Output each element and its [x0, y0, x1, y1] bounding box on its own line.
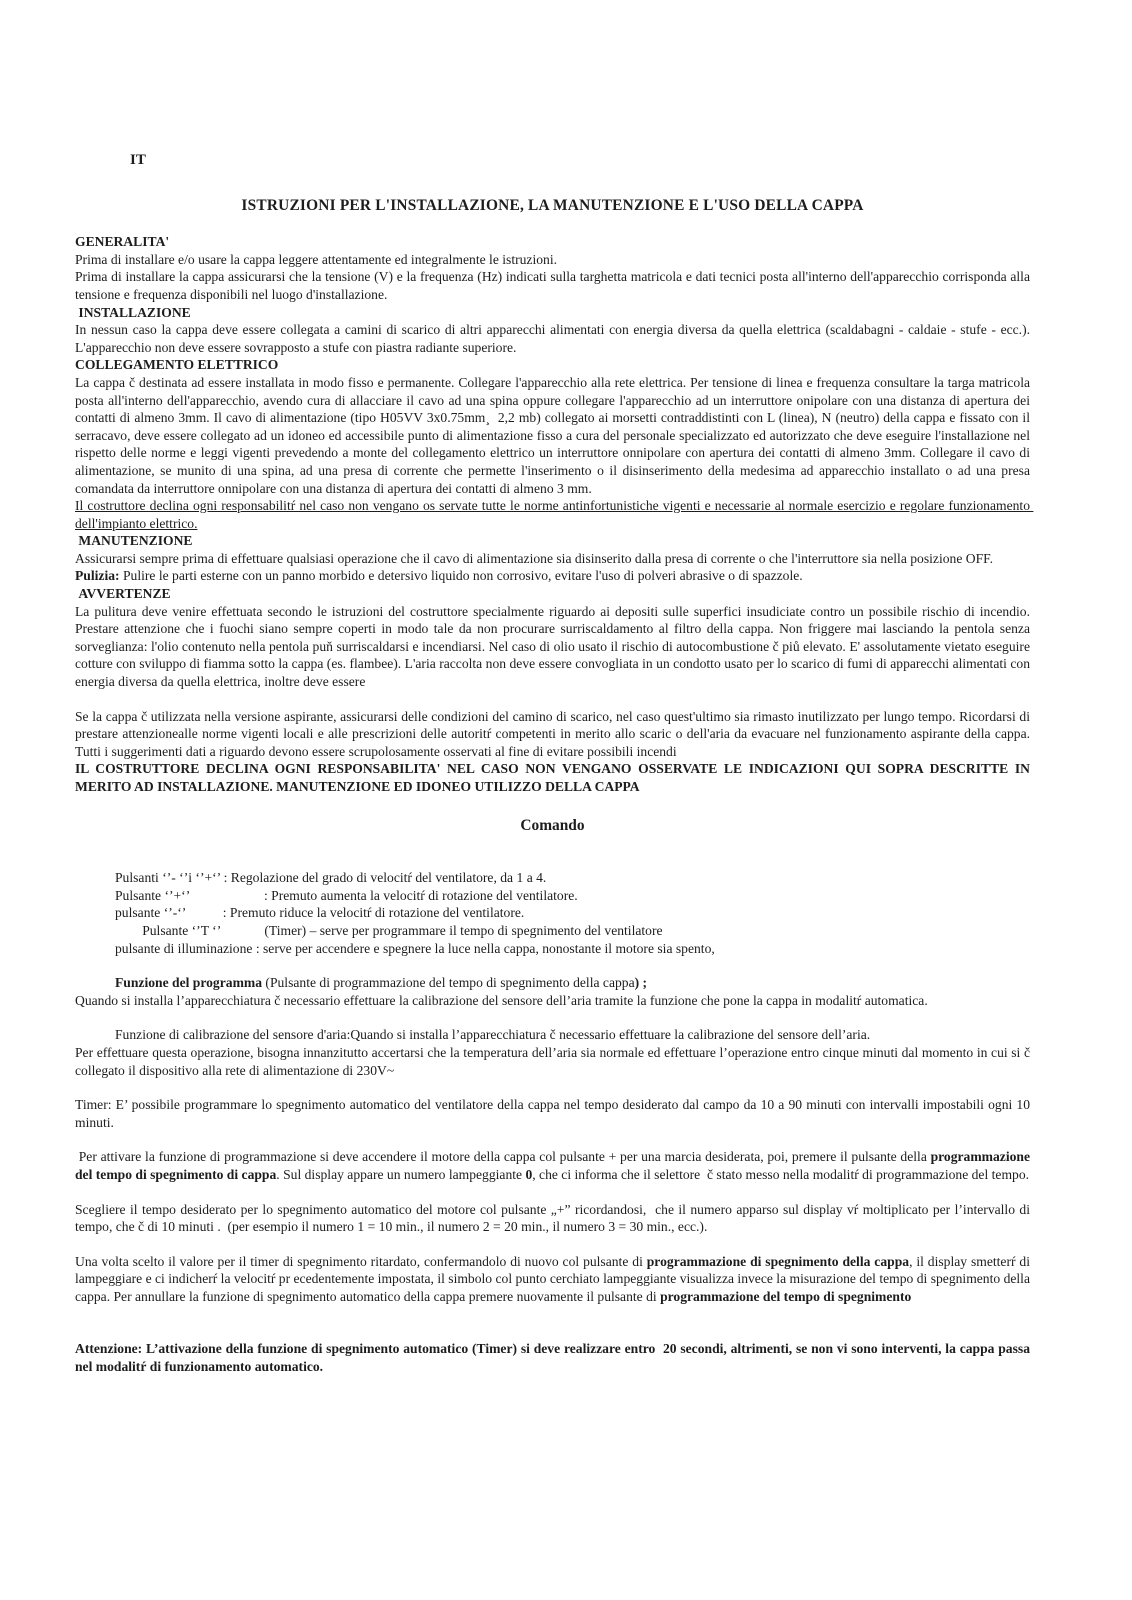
pulsanti-line-velocita: Pulsanti ‘’- ‘’i ‘’+‘’ : Regolazione del grado di velocitŕ del ventilatore, da 1 a 4. [115, 870, 547, 886]
pulizia-text: Pulire le parti esterne con un panno morbido e detersivo liquido non corrosivo, evitare l'uso di polveri abrasive o di spazzole. [119, 568, 803, 584]
paragraph-funzione-programma [75, 974, 1030, 992]
paragraph-avvertenze-1: La pulitura deve venire effettuata secondo le istruzioni del costruttore specialmente riguardo ai depositi sulle superfici insudiciate contro un possibile rischio di incendio. Prestare attenzione che i fuochi siano sempre coperti in modo tale da non procurare surriscaldamento al filtro della cappa. Non friggere mai lasciando la pentola senza sorveglianza: l'olio contenuto nella pentola puň surriscaldarsi e incendiarsi. Nel caso di olio usato il rischio di autocombustione č piů elevato. E' assolutamente vietato eseguire cotture con sviluppo di fiamma sotto la cappa (es. flambee). L'aria raccolta non deve essere convogliata in un condotto usato per lo scarico di fumi di apparecchi alimentati con energia diversa da quella elettrica, inoltre deve essere [75, 603, 1034, 690]
section-heading-generalita: GENERALITA' [75, 234, 170, 250]
pulizia-label: Pulizia: [75, 568, 120, 584]
attivare-text-2: . Sul display appare un numero lampeggiante [276, 1166, 526, 1182]
paragraph-pulizia [75, 567, 1030, 585]
section-heading-manutenzione: MANUTENZIONE [75, 533, 193, 549]
paragraph-timer: Timer: E’ possibile programmare lo spegnimento automatico del ventilatore della cappa nel tempo desiderato dal campo da 10 a 90 minuti con intervalli impostabili ogni 10 minuti. [75, 1097, 1034, 1130]
attivare-bold-zero: 0 [525, 1166, 533, 1182]
section-heading-collegamento-elettrico: COLLEGAMENTO ELETTRICO [75, 357, 279, 373]
paragraph-avvertenze-2: Se la cappa č utilizzata nella versione aspirante, assicurarsi delle condizioni del camino di scarico, nel caso quest'ultimo sia rimasto inutilizzato per lungo tempo. Ricordarsi di prestare attenzionealle norme vigenti locali e alle prescrizioni delle autoritŕ competenti in merito allo scaric o dell'aria da evacuare nel funzionamento aspirante della cappa. Tutti i suggerimenti dati a riguardo devono essere scrupolosamente osservati al fine di evitare possibili incendi [75, 708, 1034, 759]
paragraph-costruttore-declina: IL COSTRUTTORE DECLINA OGNI RESPONSABILITA' NEL CASO NON VENGANO OSSERVATE LE INDICAZIONI QUI SOPRA DESCRITTE IN MERITO AD INSTALLAZIONE. MANUTENZIONE ED IDONEO UTILIZZO DELLA CAPPA [75, 761, 1034, 794]
funzione-programma-end: ) ; [634, 975, 648, 991]
paragraph-collegamento-1: La cappa č destinata ad essere installata in modo fisso e permanente. Collegare l'apparecchio alla rete elettrica. Per tensione di linea e frequenza consultare la targa matricola posta all'interno dell'apparecchio, avendo cura di allacciare il cavo ad una spina oppure collegare l'apparecchio ad un interruttore onipolare con una distanza di apertura dei contatti di almeno 3mm. Il cavo di alimentazione (tipo H05VV 3x0.75mm¸ 2,2 mb) collegato ai morsetti contraddistinti con L (linea), N (neutro) della cappa e fissato con il serracavo, deve essere collegato ad un idoneo ed accessibile punto di alimentazione fisso a cura del personale specializzato ed autorizzato che deve eseguire l'installazione nel rispetto delle norme e leggi vigenti prevedendo a monte del collegamento elettrico un interruttore onnipolare con apertura dei contatti di almeno 3mm. Collegare il cavo di alimentazione, se munito di una spina, ad una presa di corrente che permette l'inserimento o il disinserimento della medesima ad apparecchio installato o ad una presa comandata da interruttore onnipolare con una distanza di apertura dei contatti di almeno 3 mm. [75, 374, 1034, 496]
section-heading-avvertenze: AVVERTENZE [75, 586, 171, 602]
attivare-bold-1: programmazione del tempo di spegnimento di cappa [75, 1149, 1034, 1182]
una-volta-text-2: , il display smetterŕ di lampeggiare e ci indicherŕ la velocitŕ pr ecedentemente impostata, il simbolo col punto cerchiato lampeggiante visualizza invece la misurazione del tempo di spegnimento della cappa. Per annullare la funzione di spegnimento automatico della cappa premere nuovamente il pulsante di [75, 1253, 1034, 1304]
pulsanti-line-illuminazione: pulsante di illuminazione : serve per accendere e spegnere la luce nella cappa, nonostante il motore sia spento, [115, 940, 715, 956]
una-volta-bold-2: programmazione del tempo di spegnimento [660, 1288, 912, 1304]
attivare-text-3: , che ci informa che il selettore č stato messo nella modalitŕ di programmazione del tempo. [532, 1166, 1030, 1182]
language-code: IT [130, 152, 146, 168]
funzione-programma-label: Funzione del programma [115, 975, 266, 991]
funzione-programma-desc: (Pulsante di programmazione del tempo di spegnimento della cappa [265, 975, 635, 991]
una-volta-bold-1: programmazione di spegnimento della cappa [646, 1253, 910, 1269]
paragraph-una-volta [75, 1253, 1034, 1306]
paragraph-calibrazione-2: Per effettuare questa operazione, bisogna innanzitutto accertarsi che la temperatura dell’aria sia normale ed effettuare l’operazione entro cinque minuti dal momento in cui si č collegato il dispositivo alla rete di alimentazione di 230V~ [75, 1044, 1034, 1078]
una-volta-text-1: Una volta scelto il valore per il timer di spegnimento ritardato, confermandolo di nuovo col pulsante di [75, 1253, 647, 1269]
pulsanti-line-timer: Pulsante ‘’T ‘’ (Timer) – serve per programmare il tempo di spegnimento del ventilatore [115, 922, 663, 938]
paragraph-scegliere: Scegliere il tempo desiderato per lo spegnimento automatico del motore col pulsante „+” ricordandosi, che il numero apparso sul display vŕ moltiplicato per l’intervallo di tempo, che č di 10 minuti . (per esempio il numero 1 = 10 min., il numero 2 = 20 min., il numero 3 = 30 min., ecc.). [75, 1201, 1034, 1235]
section-heading-installazione: INSTALLAZIONE [75, 304, 191, 320]
paragraph-generalita-1: Prima di installare e/o usare la cappa leggere attentamente ed integralmente le istruzioni. [75, 251, 558, 267]
paragraph-calibrazione-1: Funzione di calibrazione del sensore d'aria:Quando si installa l’apparecchiatura č necessario effettuare la calibrazione del sensore dell’aria. [115, 1027, 871, 1043]
pulsanti-line-meno: pulsante ‘’-‘’ : Premuto riduce la velocitŕ di rotazione del ventilatore. [115, 905, 525, 921]
paragraph-attenzione: Attenzione: L’attivazione della funzione di spegnimento automatico (Timer) si deve realizzare entro 20 secondi, altrimenti, se non vi sono interventi, la cappa passa nel modalitŕ di funzionamento automatico. [75, 1341, 1034, 1375]
pulsanti-list [115, 869, 1030, 957]
page-title: ISTRUZIONI PER L'INSTALLAZIONE, LA MANUTENZIONE E L'USO DELLA CAPPA [241, 196, 864, 214]
paragraph-collegamento-disclaimer: Il costruttore declina ogni responsabilitŕ nel caso non vengano os servate tutte le norme antinfortunistiche vigenti e necessarie al normale esercizio e regolare funzionamento dell'impianto elettrico. [75, 498, 1034, 531]
paragraph-installazione-1: In nessun caso la cappa deve essere collegata a camini di scarico di altri apparecchi alimentati con energia diversa da quella elettrica (scaldabagni - caldaie - stufe - ecc.). L'apparecchio non deve essere sovrapposto a stufe con piastra radiante superiore. [75, 322, 1034, 355]
paragraph-programma-2: Quando si installa l’apparecchiatura č necessario effettuare la calibrazione del sensore dell’aria tramite la funzione che pone la cappa in modalitŕ automatica. [75, 992, 928, 1008]
pulsanti-line-piu: Pulsante ‘’+‘’ : Premuto aumenta la velocitŕ di rotazione del ventilatore. [115, 887, 578, 903]
section-heading-comando: Comando [520, 816, 585, 834]
paragraph-attivare [75, 1148, 1034, 1183]
paragraph-generalita-2: Prima di installare la cappa assicurarsi che la tensione (V) e la frequenza (Hz) indicati sulla targhetta matricola e dati tecnici posta all'interno dell'apparecchio corrisponda alla tensione e frequenza disponibili nel luogo d'installazione. [75, 269, 1034, 302]
attivare-text-1: Per attivare la funzione di programmazione si deve accendere il motore della cappa col pulsante + per una marcia desiderata, poi, premere il pulsante della [75, 1149, 931, 1165]
paragraph-manutenzione-1: Assicurarsi sempre prima di effettuare qualsiasi operazione che il cavo di alimentazione sia disinserito dalla presa di corrente o che l'interruttore sia nella posizione OFF. [75, 550, 993, 566]
